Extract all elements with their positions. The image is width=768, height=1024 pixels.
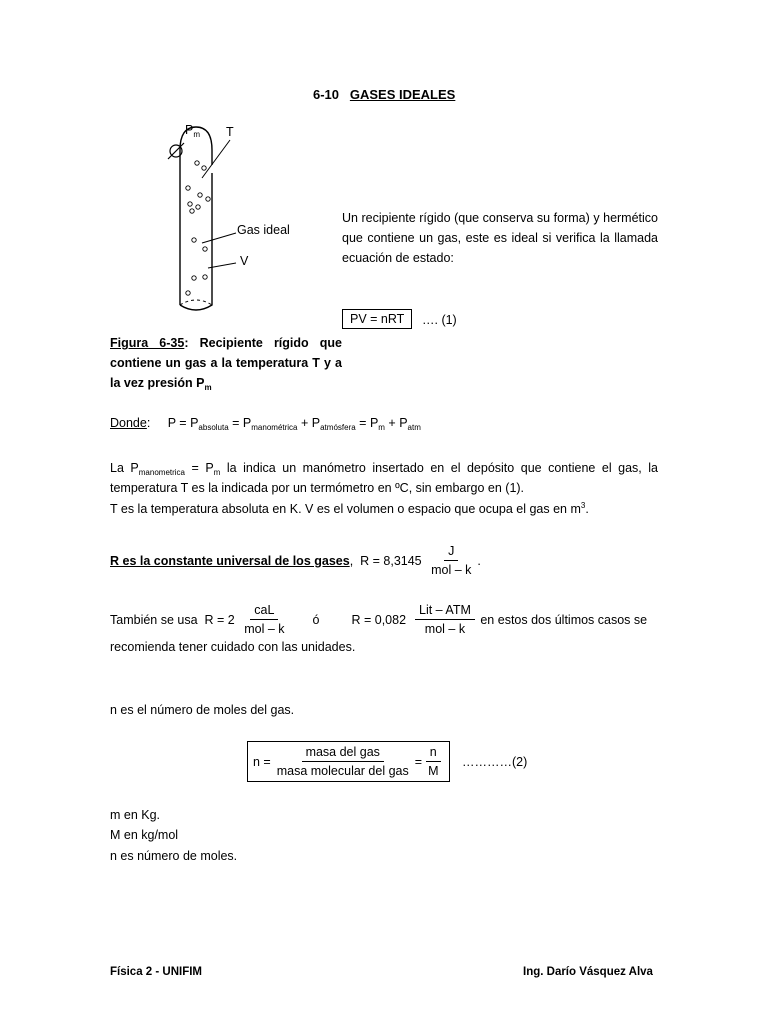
intro-paragraph: Un recipiente rígido (que conserva su forma) y hermético que contiene un gas, este es ideal si verifica la llamada ecuación de estado:: [342, 211, 658, 265]
footer-right: Ing. Darío Vásquez Alva: [523, 966, 653, 978]
figure-caption: Figura 6-35: Recipiente rígido que contiene un gas a la temperatura T y a la vez presión $P_m$: [110, 336, 342, 392]
thermometer-line: [202, 140, 230, 178]
ideal-gas-equation: PV = nRT: [342, 309, 412, 329]
r-constant-label: R es la constante universal de los gases: [110, 553, 350, 568]
units-warning: recomienda tener cuidado con las unidades.: [110, 640, 356, 654]
r-constant-fraction: $\frac{J}{\text{mol – k}}$: [431, 544, 472, 577]
volume-label: V: [240, 254, 249, 268]
equation-2-ref: …………(2): [462, 755, 528, 769]
donde-line: Donde: $P = P_{absoluta} = P_{manométrica} + P_{atmósfera} = P_m + P_{atm}$: [110, 416, 421, 432]
gauge-paragraph: La $P_{manometrica} = P_m$ la indica un manómetro insertado en el depósito que contiene el gas, la temperatura T es la indicada por un termómetro en ºC, sin embargo en (1).: [110, 461, 658, 495]
equation-1-ref: …. (1): [422, 313, 457, 327]
n-over-m-fraction: $\frac{n}{M}$: [424, 745, 442, 778]
pressure-label: $P_m$: [185, 123, 201, 139]
section-heading: GASES IDEALES: [349, 87, 456, 102]
footer-left: Física 2 - UNIFIM: [110, 966, 203, 978]
container-outline: [180, 127, 212, 310]
unit-big-m: M en kg/mol: [110, 828, 179, 842]
gas-molecules: [186, 161, 210, 295]
donde-label: Donde: [110, 416, 147, 430]
alternative-r-line: También se usa R = 2 $\frac{\text{caL}}{\text{mol – k}}$ ó R = 0,082 $\frac{\text{Lit – ATM}}{\text{mol – k}}$ en estos dos últimos casos se: [110, 603, 648, 636]
moles-equation: n = $\frac{\text{masa del gas}}{\text{masa molecular del gas}}$ = $\frac{n}{M}$: [247, 741, 450, 782]
mass-fraction: $\frac{\text{masa del gas}}{\text{masa molecular del gas}}$: [276, 745, 409, 778]
container-figure: [150, 115, 320, 325]
gas-label: Gas ideal: [237, 223, 290, 237]
moles-definition: n es el número de moles del gas.: [110, 703, 295, 717]
section-number: 6-10: [313, 87, 340, 102]
figure-number: Figura 6-35: [110, 336, 185, 350]
r-atm-fraction: $\frac{\text{Lit – ATM}}{\text{mol – k}}$: [415, 603, 475, 636]
absolute-temp-line: T es la temperatura absoluta en K. V es el volumen o espacio que ocupa el gas en $m^3$.: [110, 501, 589, 516]
container-bottom-dash: [180, 300, 212, 305]
unit-n: n es número de moles.: [110, 849, 238, 863]
r-cal-fraction: $\frac{\text{caL}}{\text{mol – k}}$: [244, 603, 285, 636]
unit-m: m en Kg.: [110, 808, 161, 822]
gas-pointer-line: [202, 233, 236, 243]
temperature-label: T: [226, 125, 234, 139]
section-title: [313, 87, 455, 102]
r-constant-line: R es la constante universal de los gases , R = 8,3145 $\frac{J}{\text{mol – k}}$ .: [110, 544, 481, 577]
